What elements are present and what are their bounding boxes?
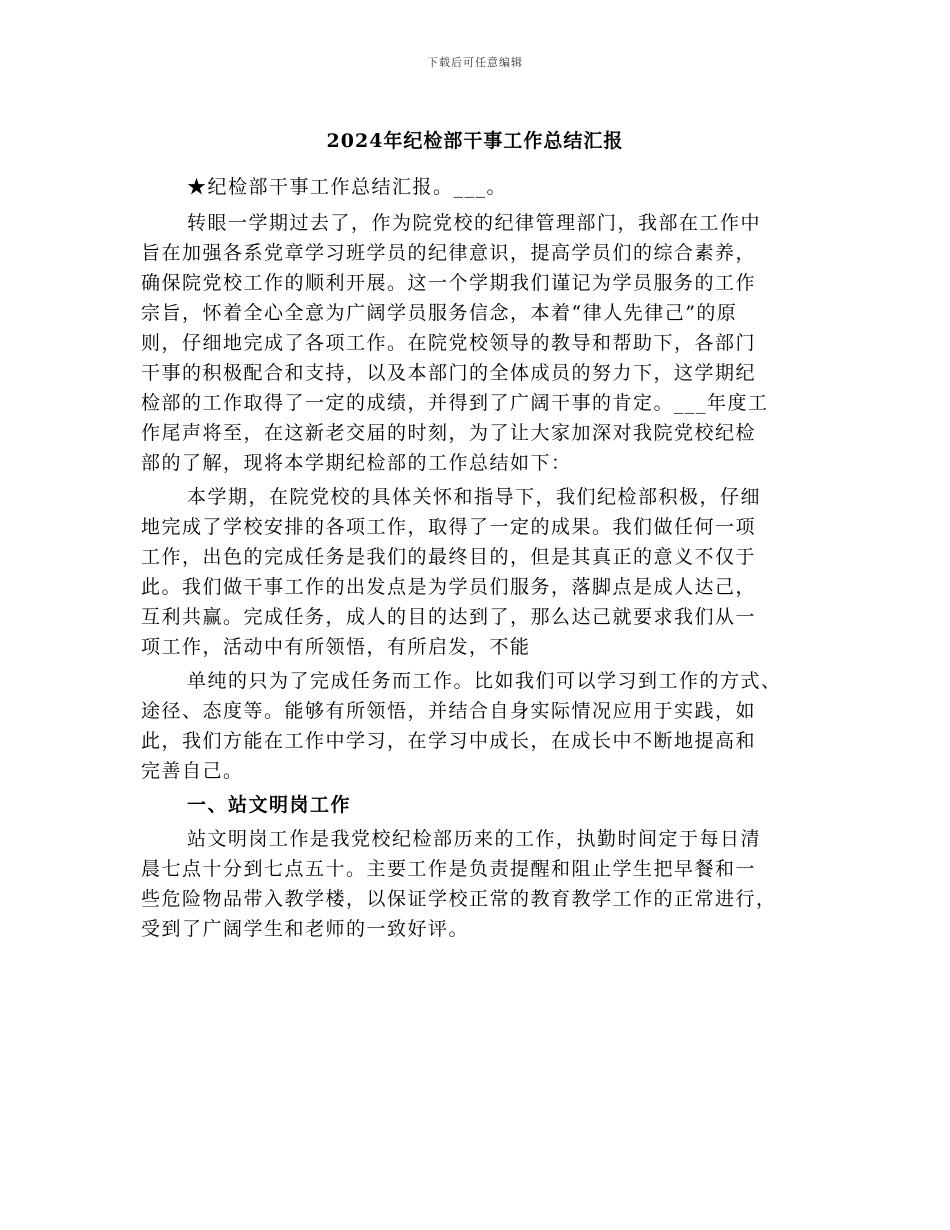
paragraph-line: 工作，出色的完成任务是我们的最终目的，但是其真正的意义不仅于 [141, 546, 757, 568]
paragraph-line: 部的了解，现将本学期纪检部的工作总结如下： [141, 452, 572, 474]
paragraph-line: 则，仔细地完成了各项工作。在院党校领导的教导和帮助下，各部门 [141, 332, 757, 354]
paragraph-line: 宗旨，怀着全心全意为广阔学员服务信念，本着“律人先律己”的原 [141, 302, 738, 324]
header-note: 下载后可任意编辑 [427, 56, 523, 69]
paragraph-line: 完善自己。 [141, 760, 244, 782]
paragraph-line: 此。我们做干事工作的出发点是为学员们服务，落脚点是成人达己， [141, 576, 757, 598]
paragraph-line: 作尾声将至，在这新老交届的时刻，为了让大家加深对我院党校纪检 [141, 422, 757, 444]
paragraph-line: 受到了广阔学生和老师的一致好评。 [141, 918, 470, 940]
paragraph-line: 旨在加强各系党章学习班学员的纪律意识，提高学员们的综合素养， [141, 242, 757, 264]
paragraph-line: 单纯的只为了完成任务而工作。比如我们可以学习到工作的方式、 [187, 670, 782, 692]
paragraph-line: 检部的工作取得了一定的成绩，并得到了广阔干事的肯定。___年度工 [141, 392, 769, 414]
paragraph-line: 项工作，活动中有所领悟，有所启发，不能 [141, 636, 531, 658]
document-body [141, 172, 831, 944]
paragraph-line: 站文明岗工作是我党校纪检部历来的工作，执勤时间定于每日清 [187, 828, 762, 850]
paragraph-line: 晨七点十分到七点五十。主要工作是负责提醒和阻止学生把早餐和一 [141, 858, 757, 880]
paragraph-line: 途径、态度等。能够有所领悟，并结合自身实际情况应用于实践，如 [141, 700, 757, 722]
section-heading: 一、站文明岗工作 [187, 794, 352, 816]
paragraph-line: 地完成了学校安排的各项工作，取得了一定的成果。我们做任何一项 [141, 516, 757, 538]
paragraph-line: 此，我们方能在工作中学习，在学习中成长，在成长中不断地提高和 [141, 730, 757, 752]
paragraph-line: 转眼一学期过去了，作为院党校的纪律管理部门，我部在工作中 [187, 212, 762, 234]
intro-line: ★纪检部干事工作总结汇报。___。 [187, 176, 508, 198]
paragraph-line: 互利共赢。完成任务，成人的目的达到了，那么达己就要求我们从一 [141, 606, 757, 628]
paragraph-line: 干事的积极配合和支持，以及本部门的全体成员的努力下，这学期纪 [141, 362, 757, 384]
document-title: 2024年纪检部干事工作总结汇报 [326, 130, 624, 152]
paragraph-line: 确保院党校工作的顺利开展。这一个学期我们谨记为学员服务的工作 [141, 272, 757, 294]
paragraph-line: 些危险物品带入教学楼，以保证学校正常的教育教学工作的正常进行， [141, 888, 777, 910]
paragraph-line: 本学期，在院党校的具体关怀和指导下，我们纪检部积极，仔细 [187, 486, 762, 508]
